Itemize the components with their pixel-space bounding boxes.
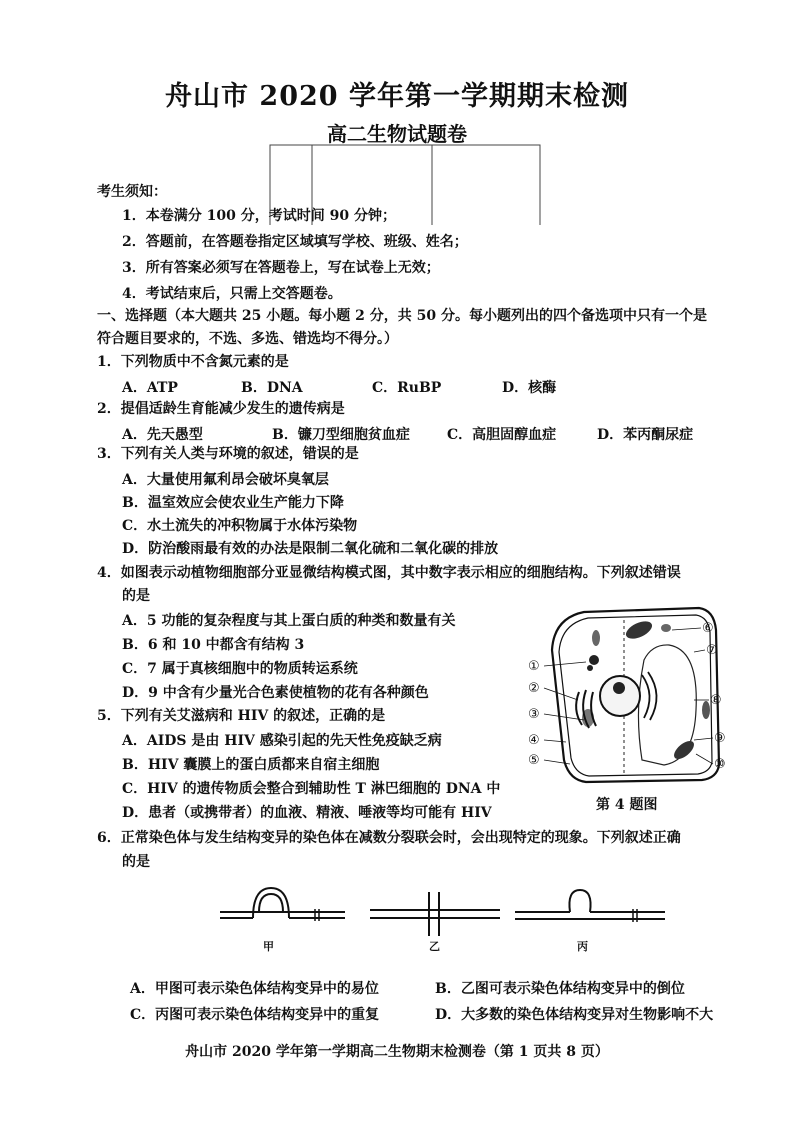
q4-cell-figure [524, 600, 744, 805]
q1-option-c: C．RuBP [372, 380, 442, 396]
q5-option-c: C．HIV 的遗传物质会整合到辅助性 T 淋巴细胞的 DNA 中 [122, 781, 501, 797]
q4-label-8: ⑧ [710, 693, 722, 708]
q3-option-d: D．防治酸雨最有效的办法是限制二氧化硫和二氧化碳的排放 [122, 541, 499, 557]
q1-option-a: A．ATP [122, 380, 178, 396]
q5-option-d: D．患者（或携带者）的血液、精液、唾液等均可能有 HIV [122, 805, 492, 821]
notice-item-3: 3．所有答案必须写在答题卷上，写在试卷上无效； [122, 260, 440, 276]
q5-option-a: A．AIDS 是由 HIV 感染引起的先天性免疫缺乏病 [122, 733, 442, 749]
q4-label-5: ⑤ [528, 753, 540, 768]
q6-option-b: B．乙图可表示染色体结构变异中的倒位 [435, 981, 685, 997]
q6-label-jia: 甲 [263, 940, 274, 952]
section-heading-line2: 符合题目要求的，不选、多选、错选均不得分。） [97, 331, 398, 347]
q4-label-1: ① [528, 659, 540, 674]
notice-item-2: 2．答题前，在答题卷指定区域填写学校、班级、姓名； [122, 234, 468, 250]
notice-item-4: 4．考试结束后，只需上交答题卷。 [122, 286, 342, 302]
q4-stem-line2: 的是 [122, 588, 150, 604]
q6-stem-line2: 的是 [122, 854, 150, 870]
q2-option-b: B．镰刀型细胞贫血症 [272, 427, 410, 443]
q5-stem: 5．下列有关艾滋病和 HIV 的叙述，正确的是 [97, 708, 386, 724]
q6-figure-jia [220, 888, 345, 921]
q6-option-c: C．丙图可表示染色体结构变异中的重复 [130, 1007, 380, 1023]
q4-figure-caption: 第 4 题图 [596, 797, 658, 813]
q1-option-d: D．核酶 [502, 380, 557, 396]
q3-stem: 3．下列有关人类与环境的叙述，错误的是 [97, 446, 359, 462]
page-title: 舟山市 2020 学年第一学期期末检测 [165, 81, 629, 112]
q6-option-d: D．大多数的染色体结构变异对生物影响不大 [435, 1007, 714, 1023]
q6-figure-yi [370, 892, 500, 936]
notice-item-1: 1．本卷满分 100 分，考试时间 90 分钟； [122, 208, 396, 224]
q4-label-6: ⑥ [702, 621, 714, 636]
q3-option-a: A．大量使用氟利昂会破坏臭氧层 [122, 472, 329, 488]
q6-chromosome-figure [215, 882, 675, 952]
q4-option-b: B．6 和 10 中都含有结构 3 [122, 637, 305, 653]
q4-label-9: ⑨ [714, 731, 726, 746]
q6-figure-bing [515, 890, 665, 922]
q3-option-b: B．温室效应会使农业生产能力下降 [122, 495, 344, 511]
q4-label-3: ③ [528, 707, 540, 722]
q4-label-10: ⑩ [714, 757, 726, 772]
q2-option-c: C．高胆固醇血症 [447, 427, 557, 443]
notice-heading: 考生须知： [97, 184, 167, 200]
q4-option-a: A．5 功能的复杂程度与其上蛋白质的种类和数量有关 [122, 613, 456, 629]
q3-option-c: C．水土流失的冲积物属于水体污染物 [122, 518, 358, 534]
q4-label-7: ⑦ [706, 643, 718, 658]
q1-stem: 1．下列物质中不含氮元素的是 [97, 354, 289, 370]
q6-option-a: A．甲图可表示染色体结构变异中的易位 [130, 981, 379, 997]
q4-option-c: C．7 属于真核细胞中的物质转运系统 [122, 661, 358, 677]
page-subtitle: 高二生物试题卷 [327, 122, 467, 146]
q6-stem-line1: 6．正常染色体与发生结构变异的染色体在减数分裂联会时，会出现特定的现象。下列叙述正确 [97, 830, 681, 846]
q1-option-b: B．DNA [241, 380, 303, 396]
q6-label-yi: 乙 [429, 940, 440, 952]
q4-label-4: ④ [528, 733, 540, 748]
q2-option-d: D．苯丙酮尿症 [597, 427, 694, 443]
page-footer: 舟山市 2020 学年第一学期高二生物期末检测卷（第 1 页共 8 页） [185, 1044, 609, 1060]
q4-option-d: D．9 中含有少量光合色素使植物的花有各种颜色 [122, 685, 429, 701]
q6-label-bing: 丙 [577, 940, 588, 952]
q4-stem-line1: 4．如图表示动植物细胞部分亚显微结构模式图，其中数字表示相应的细胞结构。下列叙述错误 [97, 565, 681, 581]
q2-option-a: A．先天愚型 [122, 427, 203, 443]
section-heading-line1: 一、选择题（本大题共 25 小题。每小题 2 分，共 50 分。每小题列出的四个备选项中只有一个是 [97, 308, 707, 324]
q2-stem: 2．提倡适龄生育能减少发生的遗传病是 [97, 401, 345, 417]
q4-label-2: ② [528, 681, 540, 696]
q5-option-b: B．HIV 囊膜上的蛋白质都来自宿主细胞 [122, 757, 380, 773]
